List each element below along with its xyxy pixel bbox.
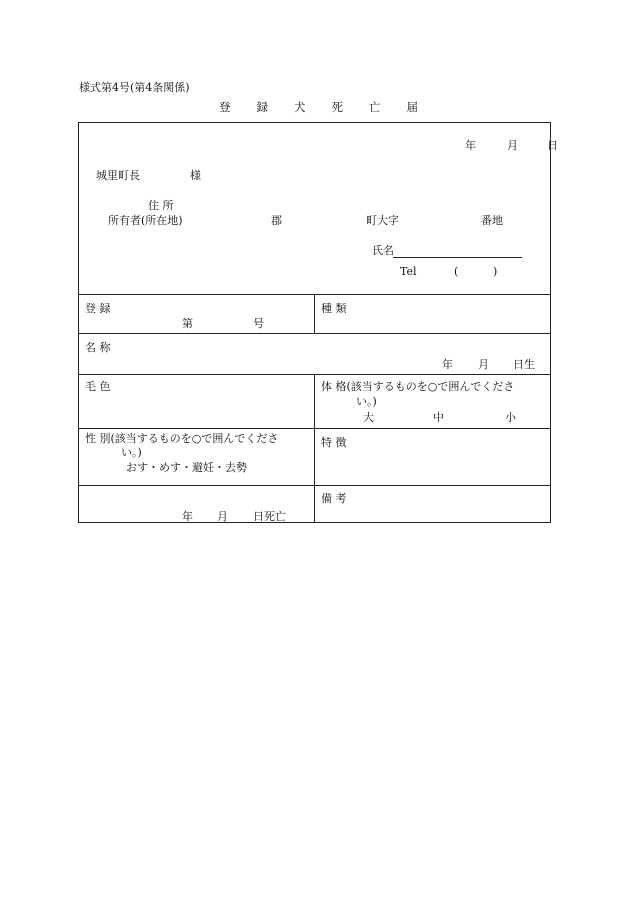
title-char: 録 — [256, 100, 268, 114]
size-option-small: 小 — [505, 411, 516, 424]
registration-label: 登 録 — [85, 302, 111, 315]
date-month: 月 — [507, 139, 518, 152]
column-divider — [314, 374, 315, 523]
owner-label: 所有者(所在地) — [108, 214, 183, 227]
size-label-cont: い。) — [356, 395, 377, 408]
date-year: 年 — [465, 139, 476, 152]
registration-dai: 第 — [182, 317, 193, 330]
dog-name-label: 名 称 — [85, 341, 111, 354]
addressee: 城里町長 — [96, 169, 140, 182]
death-day: 日死亡 — [253, 510, 286, 523]
title-char: 届 — [406, 100, 418, 114]
column-divider — [314, 294, 315, 334]
tel-paren-close: ) — [493, 265, 498, 278]
date-day: 日 — [547, 139, 558, 152]
title-char: 登 — [219, 100, 231, 114]
sex-label: 性 別(該当するものを○で囲んでくださ — [85, 432, 279, 445]
birth-month: 月 — [478, 358, 489, 371]
lot-label: 番地 — [481, 214, 503, 227]
remarks-label: 備 考 — [321, 492, 347, 505]
birth-year: 年 — [442, 358, 453, 371]
title-char: 犬 — [294, 100, 306, 114]
name-underline — [393, 257, 522, 258]
title-char: 亡 — [369, 100, 381, 114]
submission-date — [465, 140, 558, 151]
death-year: 年 — [182, 510, 193, 523]
breed-label: 種 類 — [321, 302, 347, 315]
size-label: 体 格(該当するものを○で囲んでくださ — [321, 380, 515, 393]
address-label: 住 所 — [148, 199, 174, 212]
addressee-suffix: 様 — [190, 169, 201, 182]
name-label: 氏名 — [372, 244, 394, 257]
registration-go: 号 — [253, 317, 264, 330]
size-option-large: 大 — [363, 411, 374, 424]
birth-day: 日生 — [513, 358, 535, 371]
title-char: 死 — [331, 100, 343, 114]
tel-label: Tel — [400, 265, 417, 278]
death-month: 月 — [217, 510, 228, 523]
coat-label: 毛 色 — [85, 380, 111, 393]
form-number: 様式第4号(第4条関係) — [79, 81, 190, 94]
document-title — [219, 102, 418, 114]
county-label: 郡 — [271, 214, 282, 227]
size-option-medium: 中 — [433, 411, 444, 424]
tel-paren-open: ( — [454, 265, 459, 278]
sex-label-cont: い。) — [121, 446, 142, 459]
sex-options: おす・めす・避妊・去勢 — [126, 461, 247, 474]
features-label: 特 徴 — [321, 436, 347, 449]
town-label: 町大字 — [366, 214, 399, 227]
